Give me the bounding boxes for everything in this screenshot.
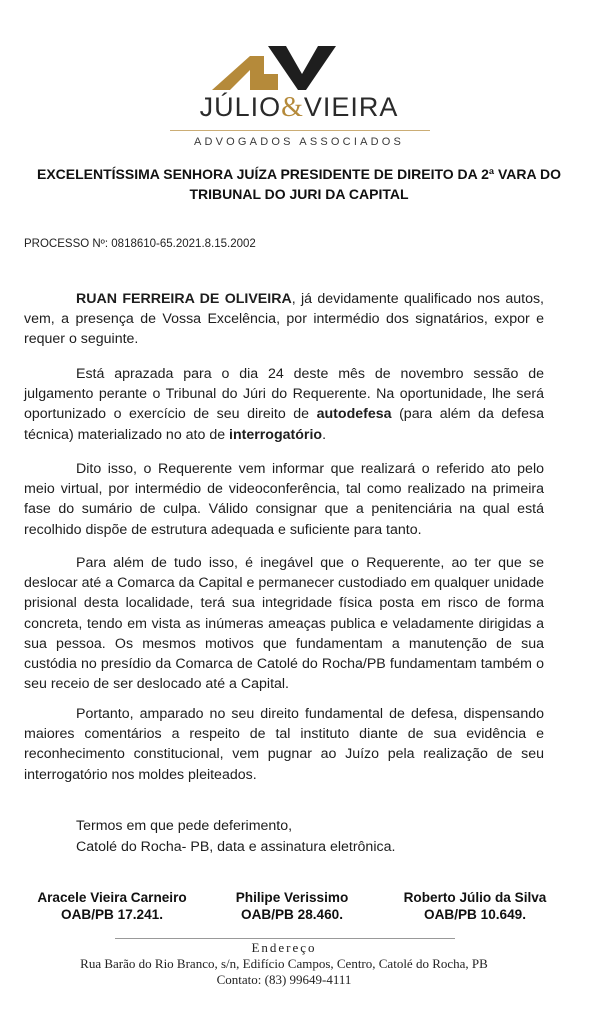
firm-name-part1: JÚLIO <box>199 92 282 122</box>
firm-subtitle: ADVOGADOS ASSOCIADOS <box>193 136 405 148</box>
paragraph-2-text-a: Está aprazada para o dia 24 deste mês de novembro sessão de julgamento perante o Tribunal do Júri do Requerente. Na oportunidade, lhe será oportunizado o exercício de seu direito de <box>24 366 544 423</box>
footer-contact: Contato: (83) 99649-4111 <box>216 972 352 987</box>
signer-oab: OAB/PB 10.649. <box>424 907 526 922</box>
paragraph-3-text: Dito isso, o Requerente vem informar que realizará o referido ato pelo meio virtual, por intermédio de videoconferência, tal como realizado na primeira fase do sumário de culpa. Válido consignar que a penitenciária na qual está recolhido dispõe de estrutura adequada e suficiente para tanto. <box>24 461 544 538</box>
footer-address: Rua Barão do Rio Branco, s/n, Edifício Campos, Centro, Catolé do Rocha, PB <box>80 956 488 971</box>
closing-block <box>76 816 395 858</box>
signer-name: Philipe Verissimo <box>235 890 349 905</box>
footer-label: Endereço <box>251 940 317 955</box>
signer-oab: OAB/PB 17.241. <box>61 907 163 922</box>
paragraph-4-text: Para além de tudo isso, é inegável que o Requerente, ao ter que se deslocar até a Comarca da Capital e permanecer custodiado em qualquer unidade prisional desta localidade, terá sua integridade física posta em risco de forma concreta, tendo em vista as inúmeras ameaças publica e veladamente dirigidas a sua pessoa. Os mesmos motivos que fundamentam a manutenção de sua custódia no presídio da Comarca de Catolé do Rocha/PB fundamentam também o seu receio de ser deslocado até a Capital. <box>24 555 544 693</box>
bold-autodefesa: autodefesa <box>316 406 392 423</box>
closing-line-2: Catolé do Rocha- PB, data e assinatura eletrônica. <box>76 839 396 855</box>
footer-divider <box>115 938 455 939</box>
paragraph-1-text: , já devidamente qualificado nos autos, vem, a presença de Vossa Excelência, por intermédio dos signatários, expor e requer o seguinte. <box>24 291 544 348</box>
footer <box>0 940 568 988</box>
bold-interrogatorio: interrogatório <box>229 426 323 443</box>
firm-name-ampersand: & <box>281 92 304 123</box>
paragraph-4 <box>24 553 544 694</box>
paragraph-2-text-b: (para além da defesa técnica) materializado no ato de <box>24 406 544 443</box>
client-name: RUAN FERREIRA DE OLIVEIRA <box>76 291 292 307</box>
logo-mark-icon <box>210 44 340 92</box>
signer-name: Roberto Júlio da Silva <box>403 890 547 905</box>
paragraph-3 <box>24 459 544 540</box>
paragraph-2 <box>24 364 544 445</box>
signature-block <box>22 889 202 923</box>
signature-block <box>389 889 561 923</box>
paragraph-5-text: Portanto, amparado no seu direito fundamental de defesa, dispensando maiores comentários a respeito de tal instituto diante de sua evidência e reconhecimento constitucional, vem pugnar ao Juízo pela realização de seu interrogatório nos moldes pleiteados. <box>24 706 544 783</box>
signer-name: Aracele Vieira Carneiro <box>37 890 187 905</box>
paragraph-5 <box>24 704 544 785</box>
firm-name-part2: VIEIRA <box>303 92 399 122</box>
signature-block <box>222 889 362 923</box>
logo-divider <box>170 130 430 131</box>
closing-line-1: Termos em que pede deferimento, <box>76 818 293 834</box>
document-heading: EXCELENTÍSSIMA SENHORA JUÍZA PRESIDENTE DE DIREITO DA 2ª VARA DO TRIBUNAL DO JURI DA CAPITAL <box>36 166 562 202</box>
firm-name <box>0 92 598 124</box>
paragraph-2-text-c: . <box>322 426 327 443</box>
paragraph-1 <box>24 289 544 350</box>
signer-oab: OAB/PB 28.460. <box>241 907 343 922</box>
process-number: PROCESSO Nº: 0818610-65.2021.8.15.2002 <box>24 238 256 250</box>
